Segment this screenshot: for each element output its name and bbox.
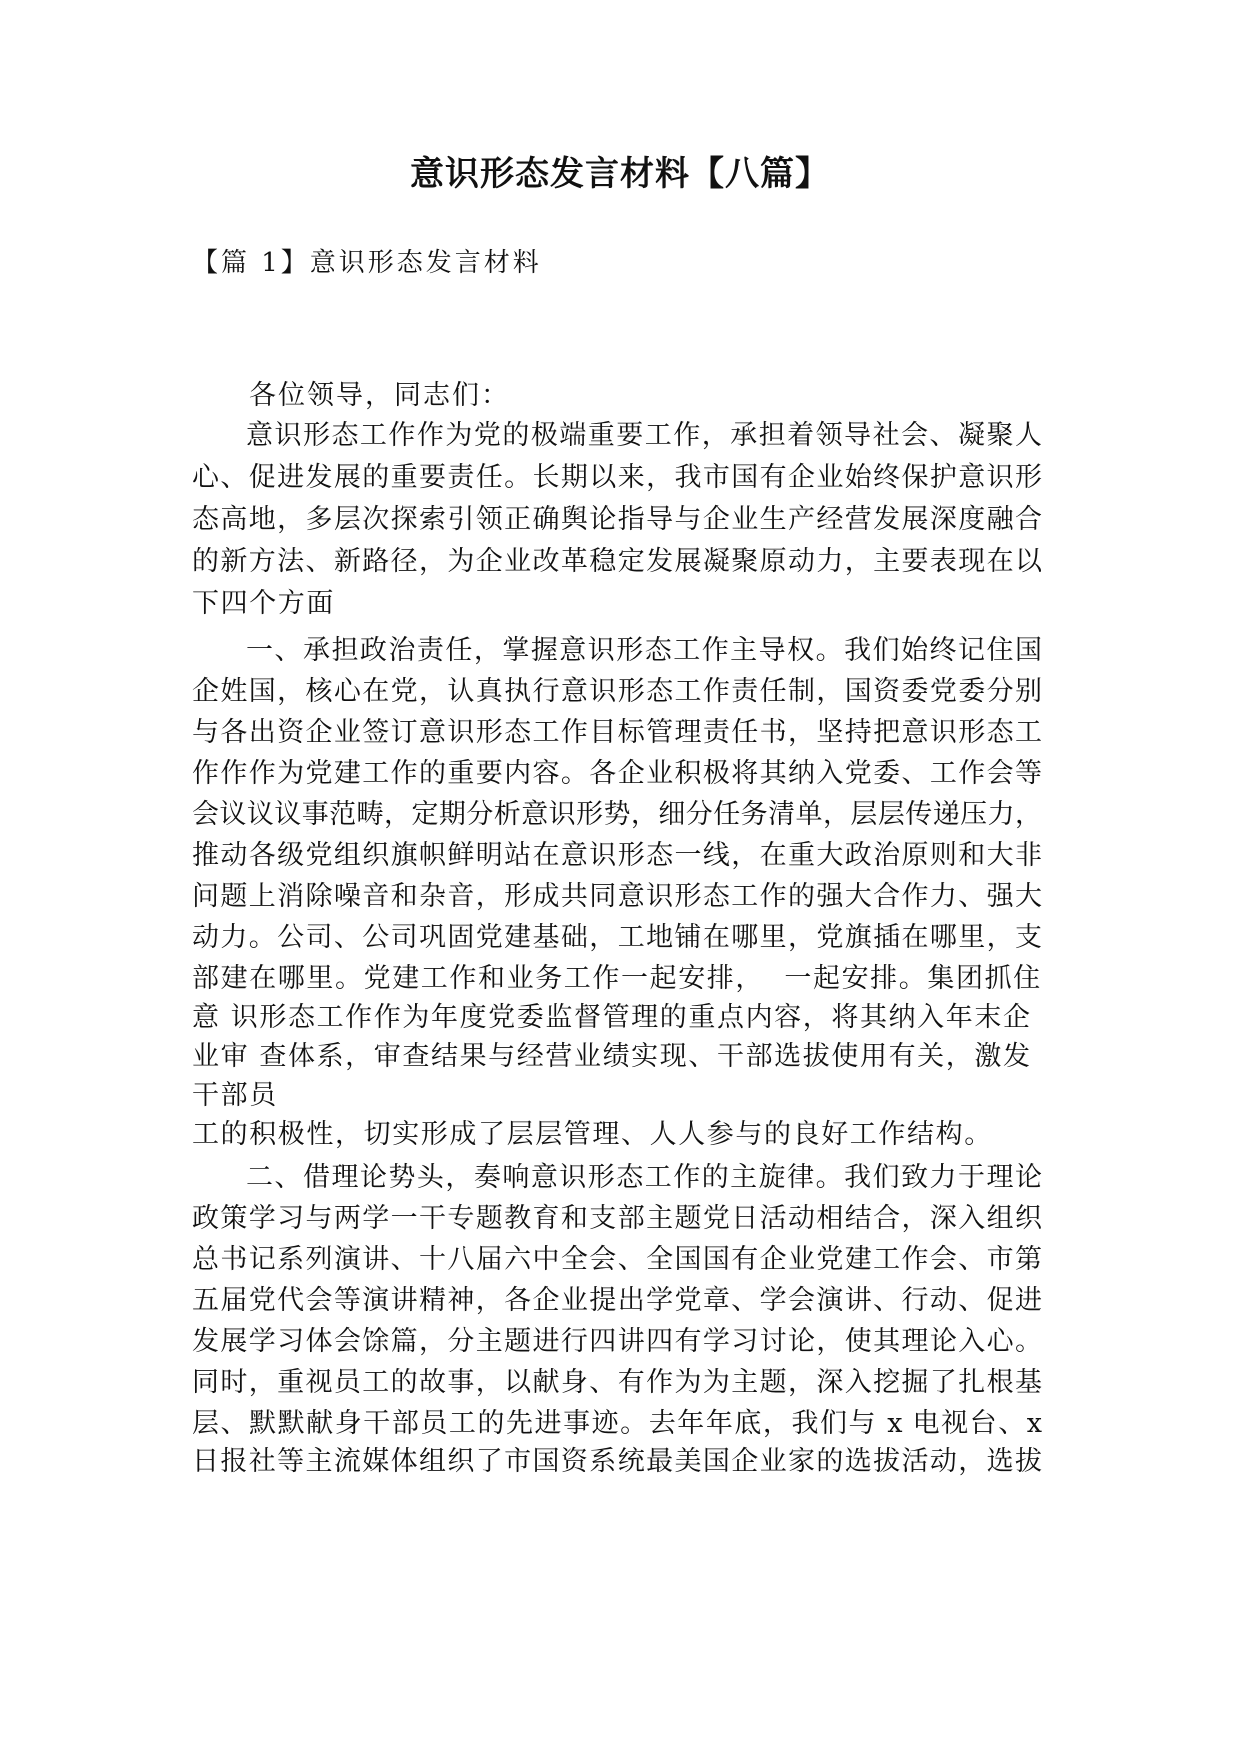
body-line: 意识形态工作作为党的极端重要工作，承担着领导社会、凝聚人 [246,420,1042,451]
body-line: 日报社等主流媒体组织了市国资系统最美国企业家的选拔活动，选拔 [192,1446,1042,1477]
body-line: 动力。公司、公司巩固党建基础，工地铺在哪里，党旗插在哪里，支 [192,922,1042,953]
body-line: 政策学习与两学一干专题教育和支部主题党日活动相结合，深入组织 [192,1203,1042,1234]
body-line: 发展学习体会馀篇，分主题进行四讲四有学习讨论，使其理论入心。 [192,1326,1042,1357]
body-line: 同时，重视员工的故事，以献身、有作为为主题，深入挖掘了扎根基 [192,1367,1042,1398]
salutation: 各位领导，同志们： [249,380,510,411]
body-line: 作作作为党建工作的重要内容。各企业积极将其纳入党委、工作会等 [192,758,1042,789]
body-line: 层、默默献身干部员工的先进事迹。去年年底，我们与 x 电视台、x [192,1408,1042,1439]
document-title: 意识形态发言材料【八篇】 [410,154,830,194]
body-line: 意 识形态工作作为年度党委监督管理的重点内容，将其纳入年末企 [192,1002,1032,1033]
body-line: 下四个方面 [192,588,335,619]
body-line: 态高地，多层次探索引领正确舆论指导与企业生产经营发展深度融合 [192,504,1042,535]
body-line: 会议议议事范畴，定期分析意识形势，细分任务清单，层层传递压力， [192,799,1042,830]
body-line: 五届党代会等演讲精神，各企业提出学党章、学会演讲、行动、促进 [192,1285,1042,1316]
body-line: 二、借理论势头，奏响意识形态工作的主旋律。我们致力于理论 [246,1162,1042,1193]
body-line: 业审 查体系，审查结果与经营业绩实现、干部选拔使用有关，激发 [192,1041,1032,1072]
body-line: 心、促进发展的重要责任。长期以来，我市国有企业始终保护意识形 [192,462,1042,493]
body-line: 干部员 [192,1080,278,1111]
body-line: 工的积极性，切实形成了层层管理、人人参与的良好工作结构。 [192,1119,993,1150]
body-line: 部建在哪里。党建工作和业务工作一起安排， 一起安排。集团抓住 [192,963,1042,994]
body-line: 总书记系列演讲、十八届六中全会、全国国有企业党建工作会、市第 [192,1244,1042,1275]
body-line: 推动各级党组织旗帜鲜明站在意识形态一线，在重大政治原则和大非 [192,840,1042,871]
body-line: 一、承担政治责任，掌握意识形态工作主导权。我们始终记住国 [246,635,1042,666]
body-line: 问题上消除噪音和杂音，形成共同意识形态工作的强大合作力、强大 [192,881,1042,912]
body-line: 企姓国，核心在党，认真执行意识形态工作责任制，国资委党委分别 [192,676,1042,707]
body-line: 与各出资企业签订意识形态工作目标管理责任书，坚持把意识形态工 [192,717,1042,748]
section-heading: 【篇 1】意识形态发言材料 [192,248,542,278]
body-line: 的新方法、新路径，为企业改革稳定发展凝聚原动力，主要表现在以 [192,546,1042,577]
